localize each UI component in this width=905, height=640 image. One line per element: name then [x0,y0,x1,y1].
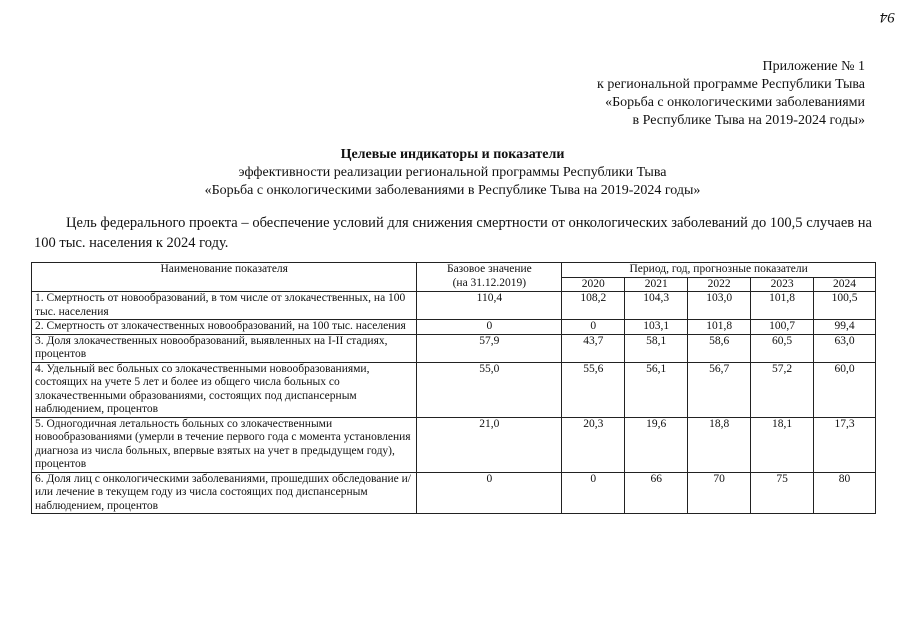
title-line: эффективности реализации региональной программы Республики Тыва [238,165,667,180]
indicator-name: 1. Смертность от новообразований, в том числе от злокачественных, на 100 тыс. населения [32,292,417,320]
base-value: 57,9 [417,334,562,362]
year-value: 56,1 [625,362,688,417]
table-row [32,362,876,417]
header-year: 2020 [562,277,625,292]
indicator-name: 6. Доля лиц с онкологическими заболеваниями, прошедших обследование и/или лечение в текущем году из числа состоящих под диспансерным наблюдением, процентов [32,472,417,514]
year-value: 101,8 [751,292,814,320]
header-year: 2024 [814,277,876,292]
year-value: 60,5 [751,334,814,362]
year-value: 100,5 [814,292,876,320]
table-row [32,472,876,514]
appendix-line: к региональной программе Республики Тыва [597,77,865,92]
indicator-name: 2. Смертность от злокачественных новообразований, на 100 тыс. населения [32,320,417,335]
page-number: 94 [880,9,895,25]
year-value: 58,6 [688,334,751,362]
year-value: 58,1 [625,334,688,362]
year-value: 57,2 [751,362,814,417]
year-value: 103,1 [625,320,688,335]
year-value: 80 [814,472,876,514]
year-value: 108,2 [562,292,625,320]
header-year: 2022 [688,277,751,292]
year-value: 104,3 [625,292,688,320]
header-year: 2021 [625,277,688,292]
year-value: 63,0 [814,334,876,362]
table-row [32,292,876,320]
appendix-line: в Республике Тыва на 2019-2024 годы» [632,113,865,128]
year-value: 43,7 [562,334,625,362]
title-line: «Борьба с онкологическими заболеваниями в Республике Тыва на 2019-2024 годы» [204,183,701,198]
base-value: 55,0 [417,362,562,417]
base-value: 21,0 [417,417,562,472]
indicator-name: 3. Доля злокачественных новообразований, выявленных на I-II стадиях, процентов [32,334,417,362]
header-base-line: Базовое значение [446,263,532,275]
year-value: 0 [562,472,625,514]
appendix-line: «Борьба с онкологическими заболеваниями [605,95,865,110]
indicators-table [31,262,876,514]
year-value: 56,7 [688,362,751,417]
year-value: 19,6 [625,417,688,472]
year-value: 99,4 [814,320,876,335]
document-title [0,146,905,200]
table-row [32,417,876,472]
appendix-header [545,58,865,130]
year-value: 18,1 [751,417,814,472]
indicator-name: 4. Удельный вес больных со злокачественными новообразованиями, состоящих на учете 5 лет и более из общего числа больных со злокачественными образованиями, состоящих под диспансерным наблюдением, процентов [32,362,417,417]
year-value: 100,7 [751,320,814,335]
year-value: 18,8 [688,417,751,472]
title-bold: Целевые индикаторы и показатели [340,147,565,162]
header-base-value [417,263,562,292]
year-value: 70 [688,472,751,514]
indicator-name: 5. Одногодичная летальность больных со злокачественными новообразованиями (умерли в течение первого года с момента установления диагноза из числа больных, впервые взятых на учет в предыдущем году), процентов [32,417,417,472]
header-year: 2023 [751,277,814,292]
year-value: 75 [751,472,814,514]
header-period: Период, год, прогнозные показатели [562,263,876,278]
table-row [32,320,876,335]
goal-paragraph: Цель федерального проекта – обеспечение условий для снижения смертности от онкологических заболеваний до 100,5 случаев на 100 тыс. населения к 2024 году. [34,215,872,251]
table-row [32,334,876,362]
appendix-line: Приложение № 1 [762,59,865,74]
year-value: 103,0 [688,292,751,320]
header-indicator-name: Наименование показателя [32,263,417,292]
year-value: 101,8 [688,320,751,335]
year-value: 55,6 [562,362,625,417]
header-base-date: (на 31.12.2019) [452,276,527,289]
year-value: 60,0 [814,362,876,417]
year-value: 0 [562,320,625,335]
base-value: 0 [417,320,562,335]
base-value: 110,4 [417,292,562,320]
year-value: 66 [625,472,688,514]
base-value: 0 [417,472,562,514]
year-value: 17,3 [814,417,876,472]
year-value: 20,3 [562,417,625,472]
